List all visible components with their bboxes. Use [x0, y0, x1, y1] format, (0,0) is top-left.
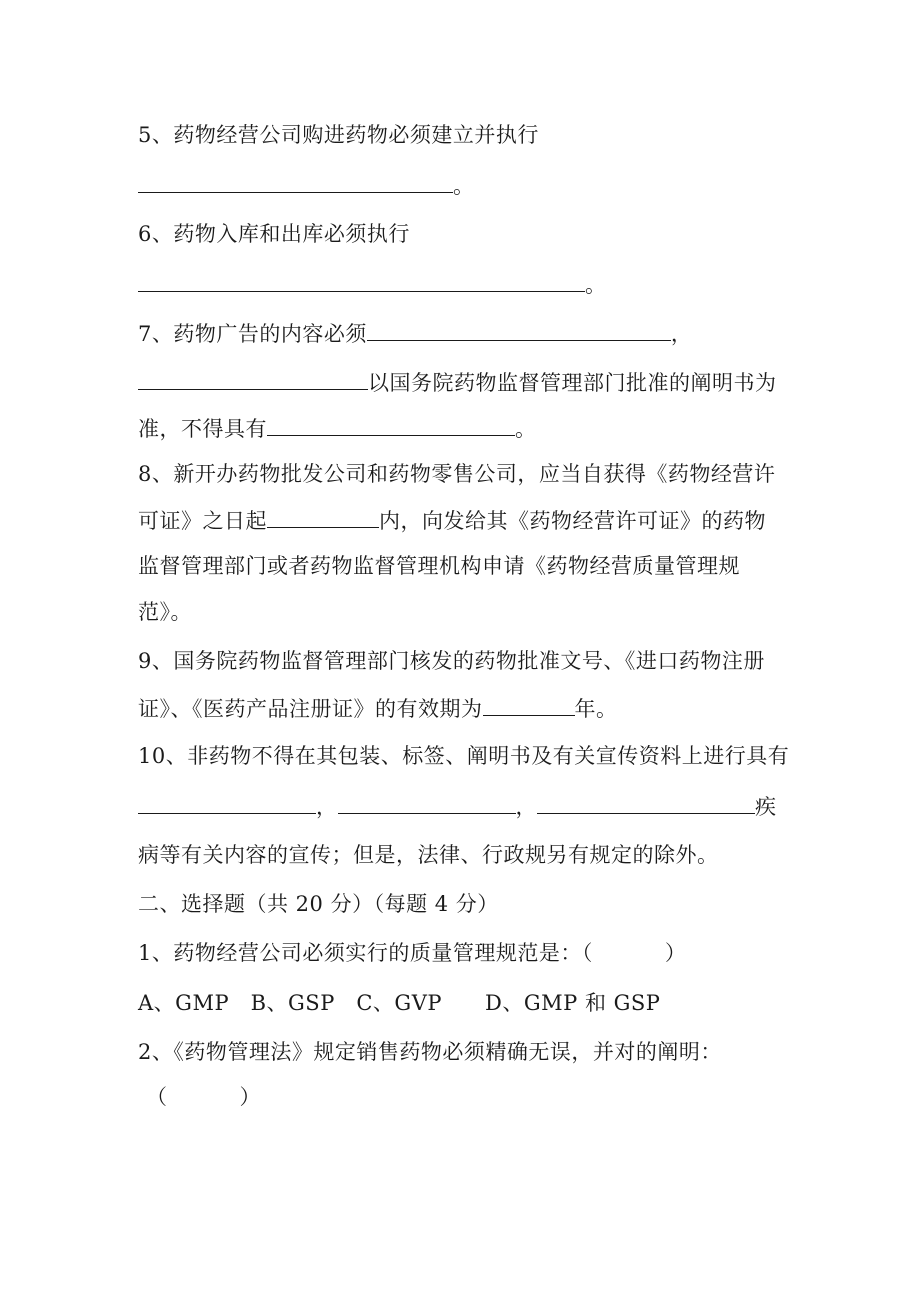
- question-10-line3: 病等有关内容的宣传；但是，法律、行政规另有规定的除外。: [138, 843, 719, 867]
- question-7-mid: 以国务院药物监督管理部门批准的阐明书为: [368, 371, 777, 395]
- punct: ，: [670, 322, 693, 346]
- question-7-text: 7、药物广告的内容必须: [138, 322, 367, 346]
- question-5: [138, 120, 539, 150]
- question-9-line2-end: 年。: [574, 697, 618, 721]
- paren-close: ）: [664, 941, 687, 965]
- fill-blank[interactable]: [138, 269, 585, 292]
- question-10-line-2: [138, 791, 777, 822]
- question-9-line-2: [138, 693, 618, 724]
- question-8-line3: 监督管理部门或者药物监督管理机构申请《药物经营质量管理规: [138, 554, 740, 578]
- question-7-line3-start: 准，不得具有: [138, 417, 267, 441]
- choice-question-1-options: [138, 988, 660, 1018]
- question-8-line-2: [138, 505, 766, 536]
- paren-close: ）: [239, 1085, 261, 1109]
- choice-question-1-text: 1、药物经营公司必须实行的质量管理规范是：（: [138, 941, 593, 965]
- question-8-line2-end: 内，向发给其《药物经营许可证》的药物: [379, 509, 766, 533]
- question-10-line-3: [138, 840, 719, 870]
- question-8: [138, 459, 775, 489]
- fill-blank[interactable]: [338, 791, 516, 814]
- question-10: [138, 741, 789, 771]
- options-text: A、GMP B、GSP C、GVP D、GMP 和 GSP: [138, 991, 661, 1015]
- fill-blank[interactable]: [483, 693, 575, 716]
- choice-question-2-answer: [146, 1082, 261, 1112]
- question-5-answer-line: [138, 170, 475, 201]
- question-8-line2-start: 可证》之日起: [138, 509, 267, 533]
- punct: 。: [453, 174, 475, 198]
- section-2-title: [138, 889, 499, 919]
- punct: ，: [316, 795, 338, 819]
- question-9-line2-start: 证》、《医药产品注册证》的有效期为: [138, 697, 483, 721]
- question-8-line-4: [138, 597, 192, 627]
- punct: 。: [515, 417, 537, 441]
- question-9-line1: 9、国务院药物监督管理部门核发的药物批准文号、《进口药物注册: [138, 649, 765, 673]
- question-9: [138, 646, 765, 676]
- question-5-text: 5、药物经营公司购进药物必须建立并执行: [138, 123, 539, 147]
- question-7-line-3: [138, 413, 537, 444]
- fill-blank[interactable]: [267, 413, 515, 436]
- fill-blank[interactable]: [138, 791, 316, 814]
- punct: 。: [585, 273, 607, 297]
- question-8-line1: 8、新开办药物批发公司和药物零售公司，应当自获得《药物经营许: [138, 462, 776, 486]
- question-10-line1: 10、非药物不得在其包装、标签、阐明书及有关宣传资料上进行具有: [138, 744, 790, 768]
- question-8-line-3: [138, 551, 740, 581]
- choice-question-1: [138, 938, 686, 968]
- question-6: [138, 219, 410, 249]
- fill-blank[interactable]: [138, 367, 368, 390]
- fill-blank[interactable]: [367, 318, 671, 341]
- question-10-line2-end: 疾: [755, 795, 777, 819]
- fill-blank[interactable]: [537, 791, 755, 814]
- fill-blank[interactable]: [267, 505, 379, 528]
- question-7-line-2: [138, 367, 777, 398]
- question-6-text: 6、药物入库和出库必须执行: [138, 222, 410, 246]
- question-6-answer-line: [138, 269, 607, 300]
- question-7: [138, 318, 692, 349]
- paren-open: （: [146, 1085, 168, 1109]
- section-title-text: 二、选择题（共 20 分）（每题 4 分）: [138, 892, 499, 916]
- question-8-line4: 范》。: [138, 600, 192, 624]
- choice-question-2: [138, 1037, 722, 1067]
- punct: ，: [515, 795, 537, 819]
- fill-blank[interactable]: [138, 170, 453, 193]
- choice-question-2-text: 2、《药物管理法》规定销售药物必须精确无误，并对的阐明：: [138, 1040, 722, 1064]
